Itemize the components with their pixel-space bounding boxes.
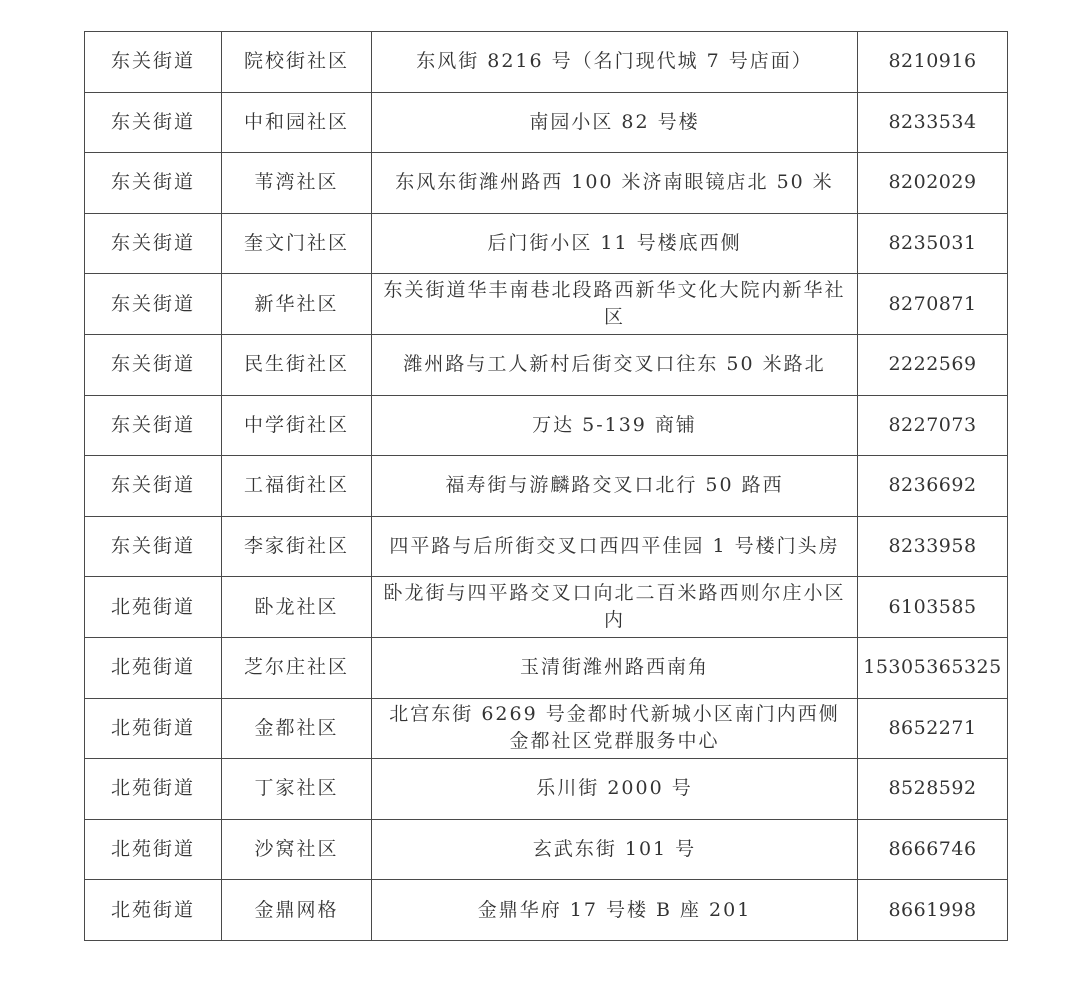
table-row bbox=[85, 92, 1008, 153]
community-cell: 工福街社区 bbox=[222, 456, 372, 517]
table-row bbox=[85, 153, 1008, 214]
table-row bbox=[85, 880, 1008, 941]
table-row bbox=[85, 577, 1008, 638]
phone-cell: 8233958 bbox=[858, 516, 1008, 577]
street-cell: 东关街道 bbox=[85, 274, 222, 335]
street-cell: 北苑街道 bbox=[85, 759, 222, 820]
street-cell: 东关街道 bbox=[85, 92, 222, 153]
address-cell: 东关街道华丰南巷北段路西新华文化大院内新华社区 bbox=[372, 274, 858, 335]
address-cell: 乐川街 2000 号 bbox=[372, 759, 858, 820]
table-row bbox=[85, 698, 1008, 759]
street-cell: 东关街道 bbox=[85, 395, 222, 456]
community-cell: 中学街社区 bbox=[222, 395, 372, 456]
address-cell: 福寿街与游麟路交叉口北行 50 路西 bbox=[372, 456, 858, 517]
phone-cell: 8233534 bbox=[858, 92, 1008, 153]
table-row bbox=[85, 395, 1008, 456]
address-cell: 金鼎华府 17 号楼 B 座 201 bbox=[372, 880, 858, 941]
phone-cell: 8227073 bbox=[858, 395, 1008, 456]
community-cell: 新华社区 bbox=[222, 274, 372, 335]
community-cell: 卧龙社区 bbox=[222, 577, 372, 638]
table-row bbox=[85, 637, 1008, 698]
address-cell: 南园小区 82 号楼 bbox=[372, 92, 858, 153]
table-body bbox=[85, 32, 1008, 941]
community-cell: 民生街社区 bbox=[222, 334, 372, 395]
community-cell: 李家街社区 bbox=[222, 516, 372, 577]
table-row bbox=[85, 334, 1008, 395]
community-cell: 丁家社区 bbox=[222, 759, 372, 820]
table-row bbox=[85, 516, 1008, 577]
community-cell: 沙窝社区 bbox=[222, 819, 372, 880]
table-row bbox=[85, 819, 1008, 880]
address-cell: 东风街 8216 号（名门现代城 7 号店面） bbox=[372, 32, 858, 93]
address-cell: 玉清街潍州路西南角 bbox=[372, 637, 858, 698]
community-cell: 苇湾社区 bbox=[222, 153, 372, 214]
phone-cell: 6103585 bbox=[858, 577, 1008, 638]
address-cell: 潍州路与工人新村后街交叉口往东 50 米路北 bbox=[372, 334, 858, 395]
street-cell: 北苑街道 bbox=[85, 637, 222, 698]
address-cell: 东风东街潍州路西 100 米济南眼镜店北 50 米 bbox=[372, 153, 858, 214]
community-cell: 金鼎网格 bbox=[222, 880, 372, 941]
table-row bbox=[85, 32, 1008, 93]
street-cell: 东关街道 bbox=[85, 153, 222, 214]
phone-cell: 8528592 bbox=[858, 759, 1008, 820]
street-cell: 北苑街道 bbox=[85, 819, 222, 880]
address-cell: 后门街小区 11 号楼底西侧 bbox=[372, 213, 858, 274]
street-cell: 北苑街道 bbox=[85, 577, 222, 638]
table-row bbox=[85, 456, 1008, 517]
street-cell: 北苑街道 bbox=[85, 698, 222, 759]
street-cell: 东关街道 bbox=[85, 456, 222, 517]
address-cell: 卧龙街与四平路交叉口向北二百米路西则尔庄小区内 bbox=[372, 577, 858, 638]
community-cell: 奎文门社区 bbox=[222, 213, 372, 274]
community-cell: 中和园社区 bbox=[222, 92, 372, 153]
street-cell: 东关街道 bbox=[85, 32, 222, 93]
phone-cell: 8210916 bbox=[858, 32, 1008, 93]
phone-cell: 8235031 bbox=[858, 213, 1008, 274]
community-cell: 芝尔庄社区 bbox=[222, 637, 372, 698]
community-contact-table bbox=[84, 31, 1008, 941]
phone-cell: 8652271 bbox=[858, 698, 1008, 759]
phone-cell: 15305365325 bbox=[858, 637, 1008, 698]
street-cell: 东关街道 bbox=[85, 334, 222, 395]
street-cell: 北苑街道 bbox=[85, 880, 222, 941]
address-cell: 万达 5-139 商铺 bbox=[372, 395, 858, 456]
table-row bbox=[85, 274, 1008, 335]
address-cell: 北宫东街 6269 号金都时代新城小区南门内西侧金都社区党群服务中心 bbox=[372, 698, 858, 759]
phone-cell: 8202029 bbox=[858, 153, 1008, 214]
street-cell: 东关街道 bbox=[85, 516, 222, 577]
table-row bbox=[85, 759, 1008, 820]
community-cell: 院校街社区 bbox=[222, 32, 372, 93]
phone-cell: 2222569 bbox=[858, 334, 1008, 395]
phone-cell: 8270871 bbox=[858, 274, 1008, 335]
phone-cell: 8666746 bbox=[858, 819, 1008, 880]
community-cell: 金都社区 bbox=[222, 698, 372, 759]
table-row bbox=[85, 213, 1008, 274]
address-cell: 四平路与后所街交叉口西四平佳园 1 号楼门头房 bbox=[372, 516, 858, 577]
address-cell: 玄武东街 101 号 bbox=[372, 819, 858, 880]
phone-cell: 8661998 bbox=[858, 880, 1008, 941]
phone-cell: 8236692 bbox=[858, 456, 1008, 517]
street-cell: 东关街道 bbox=[85, 213, 222, 274]
